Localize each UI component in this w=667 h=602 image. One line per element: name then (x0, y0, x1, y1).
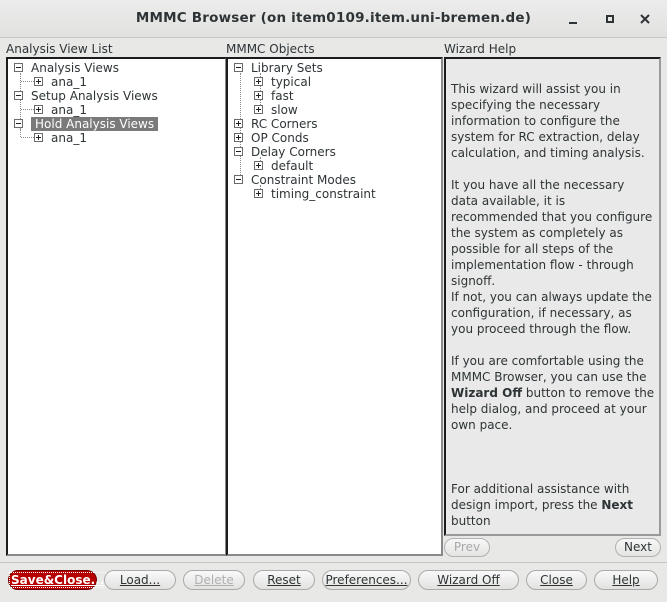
tree-node-label: ana_1 (51, 131, 87, 145)
expand-icon[interactable] (34, 105, 43, 114)
preferences-button[interactable]: Preferences... (322, 570, 411, 590)
analysis-view-list-label: Analysis View List (6, 42, 113, 56)
collapse-icon[interactable] (234, 147, 243, 156)
tree-node-label: default (271, 159, 314, 173)
next-button[interactable]: Next (615, 538, 661, 557)
save-close-button[interactable]: Save&Close... (8, 570, 97, 590)
mmmc-objects-label: MMMC Objects (226, 42, 315, 56)
close-icon[interactable] (635, 9, 655, 29)
window-title: MMMC Browser (on item0109.item.uni-bremen.de) (135, 10, 532, 26)
minimize-icon[interactable] (563, 9, 583, 29)
collapse-icon[interactable] (234, 63, 243, 72)
wizard-help-label: Wizard Help (444, 42, 517, 56)
expand-icon[interactable] (254, 91, 263, 100)
title-bar (0, 0, 667, 38)
help-paragraph: This wizard will assist you in specifying the necessary information to configure the system for RC extraction, delay calculation, and timing analysis. (451, 82, 645, 160)
tree-node-label: Hold Analysis Views (31, 117, 158, 131)
collapse-icon[interactable] (14, 119, 23, 128)
close-button[interactable]: Close (526, 570, 587, 590)
expand-icon[interactable] (254, 189, 263, 198)
help-paragraph: For additional assistance with design import, press the Next button (451, 482, 634, 528)
expand-icon[interactable] (254, 105, 263, 114)
expand-icon[interactable] (234, 133, 243, 142)
expand-icon[interactable] (34, 133, 43, 142)
tree-node-label: Library Sets (251, 61, 323, 75)
reset-button[interactable]: Reset (253, 570, 315, 590)
wizard-help-text (444, 57, 661, 536)
tree-node-label: ana_1 (51, 103, 87, 117)
help-paragraph: If not, you can always update the configuration, if necessary, as you proceed through the flow. (451, 290, 652, 336)
wizard-off-button[interactable]: Wizard Off (418, 570, 519, 590)
tree-node-label: OP Conds (251, 131, 309, 145)
tree-node-label: RC Corners (251, 117, 318, 131)
tree-node-label: ana_1 (51, 75, 87, 89)
tree-node-label: fast (271, 89, 294, 103)
tree-node-label: Delay Corners (251, 145, 336, 159)
tree-node-label: timing_constraint (271, 187, 376, 201)
load-button[interactable]: Load... (104, 570, 176, 590)
maximize-icon[interactable] (600, 9, 620, 29)
tree-node-label: slow (271, 103, 298, 117)
delete-button[interactable]: Delete (183, 570, 245, 590)
tree-node-label: Analysis Views (31, 61, 119, 75)
analysis-view-tree[interactable] (6, 57, 227, 556)
expand-icon[interactable] (234, 119, 243, 128)
prev-button[interactable]: Prev (444, 538, 490, 557)
help-button[interactable]: Help (594, 570, 658, 590)
collapse-icon[interactable] (14, 63, 23, 72)
expand-icon[interactable] (254, 77, 263, 86)
expand-icon[interactable] (34, 77, 43, 86)
tree-node-label: Setup Analysis Views (31, 89, 158, 103)
help-paragraph: It you have all the necessary data available, it is recommended that you configure the system as completely as possible for all steps of the implementation flow - through signoff. (451, 178, 653, 288)
tree-node-label: typical (271, 75, 312, 89)
collapse-icon[interactable] (14, 91, 23, 100)
tree-node-label: Constraint Modes (251, 173, 356, 187)
mmmc-objects-tree[interactable] (226, 57, 443, 556)
expand-icon[interactable] (254, 161, 263, 170)
collapse-icon[interactable] (234, 175, 243, 184)
help-paragraph: If you are comfortable using the MMMC Browser, you can use the Wizard Off button to remove the help dialog, and proceed at your own pace. (451, 354, 655, 432)
